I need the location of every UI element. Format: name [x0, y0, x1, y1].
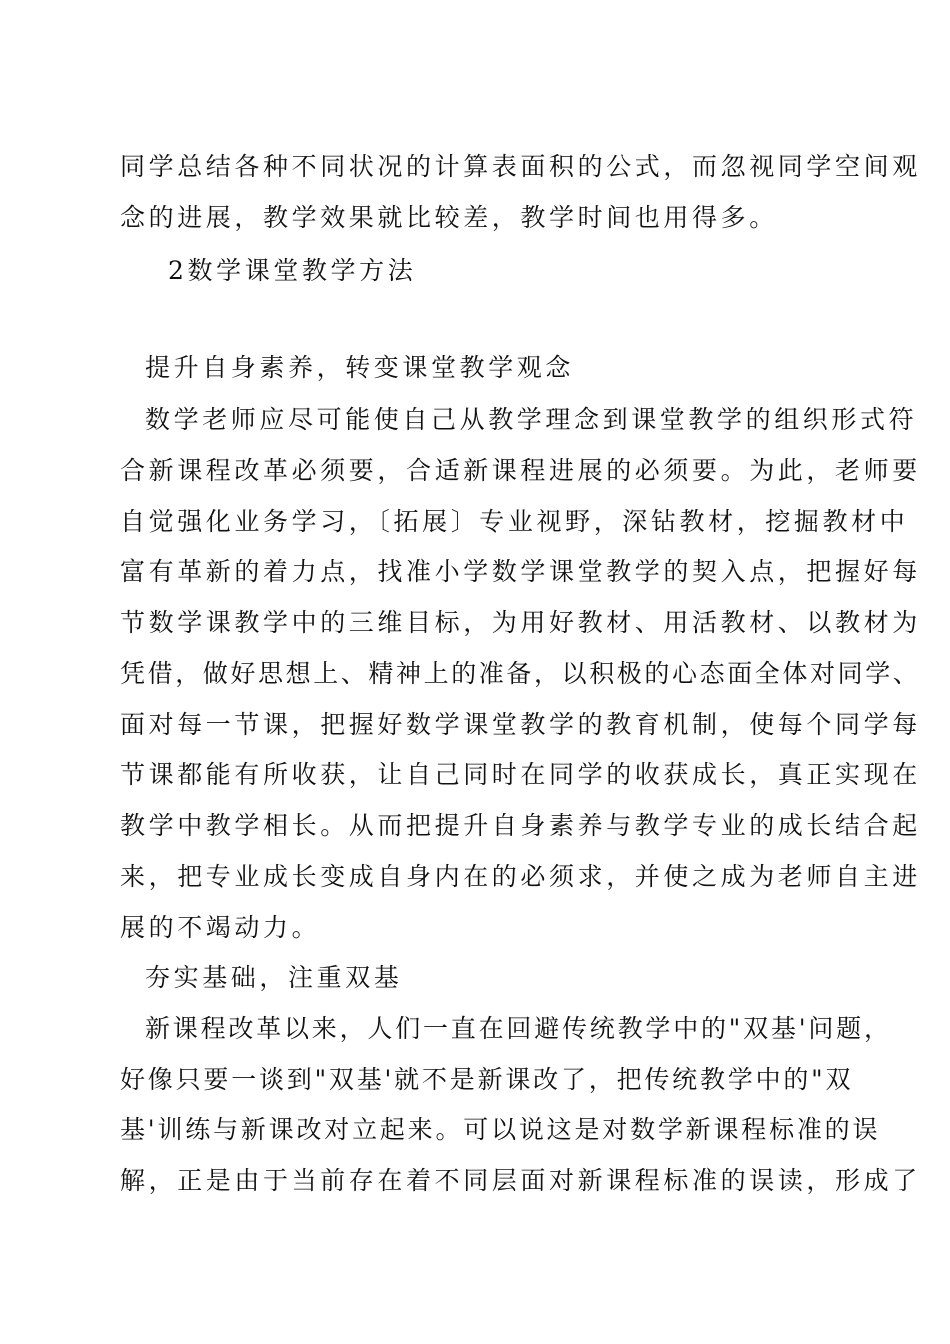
paragraph-line: 凭借，做好思想上、精神上的准备，以积极的心态面全体对同学、 [120, 659, 921, 688]
subsection-heading: 夯实基础，注重双基 [145, 963, 403, 992]
paragraph-line: 面对每一节课，把握好数学课堂教学的教育机制，使每个同学每 [120, 710, 921, 739]
paragraph-line: 富有革新的着力点，找准小学数学课堂教学的契入点，把握好每 [120, 557, 921, 586]
paragraph-line: 同学总结各种不同状况的计算表面积的公式，而忽视同学空间观 [120, 152, 921, 181]
paragraph-line: 节数学课教学中的三维目标，为用好教材、用活教材、以教材为 [120, 608, 921, 637]
subsection-heading: 提升自身素养，转变课堂教学观念 [145, 353, 575, 382]
paragraph-line: 教学中教学相长。从而把提升自身素养与教学专业的成长结合起 [120, 811, 921, 840]
paragraph-line: 念的进展，教学效果就比较差，教学时间也用得多。 [120, 203, 778, 232]
paragraph-line: 来，把专业成长变成自身内在的必须求，并使之成为老师自主进 [120, 862, 921, 891]
section-heading: 2数学课堂教学方法 [168, 256, 417, 285]
paragraph-line: 节课都能有所收获，让自己同时在同学的收获成长，真正实现在 [120, 760, 921, 789]
paragraph-line: 展的不竭动力。 [120, 913, 321, 942]
paragraph-line: 新课程改革以来，人们一直在回避传统教学中的"双基'问题， [145, 1014, 892, 1043]
paragraph-line: 数学老师应尽可能使自己从教学理念到课堂教学的组织形式符 [145, 405, 918, 434]
paragraph-line: 基'训练与新课改对立起来。可以说这是对数学新课程标准的误 [120, 1115, 881, 1144]
paragraph-line: 自觉强化业务学习，〔拓展〕专业视野，深钻教材，挖掘教材中 [120, 507, 909, 536]
paragraph-line: 合新课程改革必须要，合适新课程进展的必须要。为此，老师要 [120, 456, 921, 485]
paragraph-line: 解，正是由于当前存在着不同层面对新课程标准的误读，形成了 [120, 1166, 921, 1195]
paragraph-line: 好像只要一谈到"双基'就不是新课改了，把传统教学中的"双 [120, 1065, 854, 1094]
